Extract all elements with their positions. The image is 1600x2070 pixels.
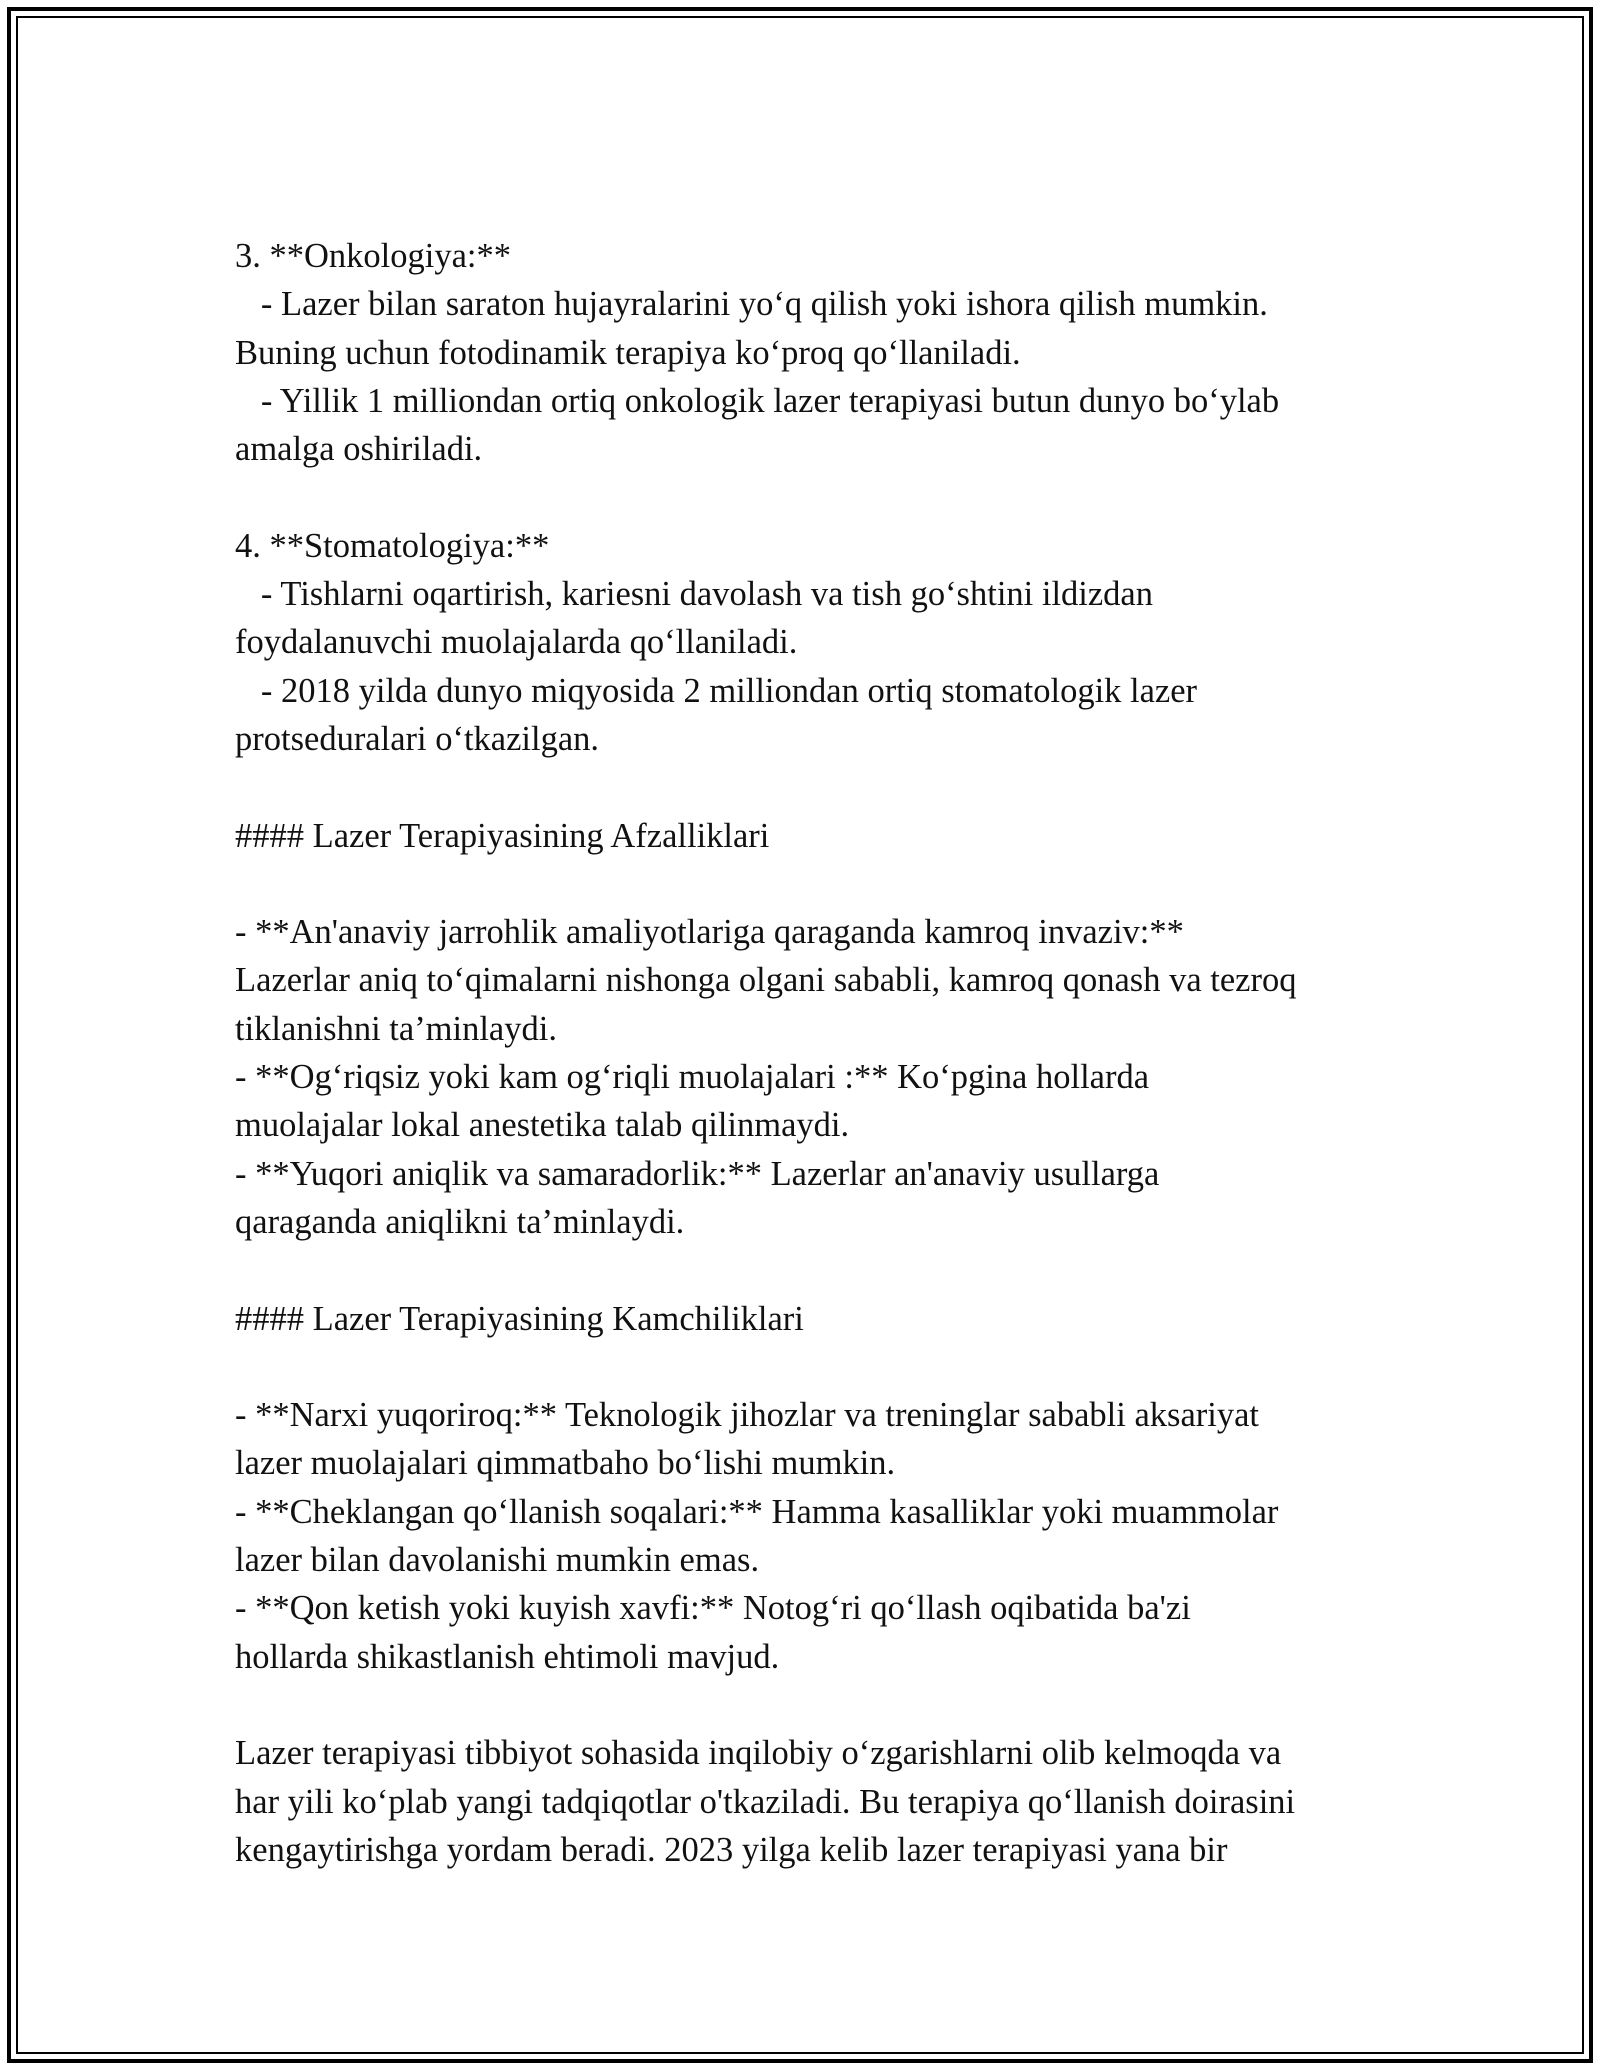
text-line: lazer muolajalari qimmatbaho bo‘lishi mumkin.: [235, 1444, 896, 1483]
text-line: har yili ko‘plab yangi tadqiqotlar o'tkaziladi. Bu terapiya qo‘llanish doirasini: [235, 1782, 1296, 1821]
text-line: - **An'anaviy jarrohlik amaliyotlariga qaraganda kamroq invaziv:**: [235, 913, 1184, 952]
block-stomatologiya: [235, 522, 1385, 763]
text-line: kengaytirishga yordam beradi. 2023 yilga kelib lazer terapiyasi yana bir: [235, 1830, 1228, 1869]
block-afzalliklar-list: [235, 908, 1385, 1246]
text-line: Buning uchun fotodinamik terapiya ko‘proq qo‘llaniladi.: [235, 333, 1021, 372]
text-line: tiklanishni ta’minlaydi.: [235, 1009, 557, 1048]
text-line: - **Cheklangan qo‘llanish soqalari:** Hamma kasalliklar yoki muammolar: [235, 1492, 1279, 1531]
paragraph-gap: [235, 473, 1385, 521]
paragraph-gap: [235, 1343, 1385, 1391]
text-line: 4. **Stomatologiya:**: [235, 526, 550, 565]
text-line: protseduralari o‘tkazilgan.: [235, 719, 600, 758]
block-afzalliklar-heading: [235, 812, 1385, 860]
text-line: - Yillik 1 milliondan ortiq onkologik lazer terapiyasi butun dunyo bo‘ylab: [235, 381, 1280, 420]
text-line: amalga oshiriladi.: [235, 430, 483, 469]
paragraph-gap: [235, 1246, 1385, 1294]
text-line: 3. **Onkologiya:**: [235, 237, 511, 275]
text-line: - **Narxi yuqoriroq:** Teknologik jihozlar va treninglar sababli aksariyat: [235, 1396, 1259, 1435]
block-kamchiliklar-list: [235, 1391, 1385, 1681]
text-line: Lazerlar aniq to‘qimalarni nishonga olgani sababli, kamroq qonash va tezroq: [235, 961, 1297, 1000]
text-line: - **Qon ketish yoki kuyish xavfi:** Notog‘ri qo‘llash oqibatida ba'zi: [235, 1589, 1191, 1628]
text-line: - Tishlarni oqartirish, kariesni davolash va tish go‘shtini ildizdan: [235, 575, 1153, 614]
text-line: - **Yuqori aniqlik va samaradorlik:** Lazerlar an'anaviy usullarga: [235, 1154, 1160, 1193]
text-line: - 2018 yilda dunyo miqyosida 2 milliondan ortiq stomatologik lazer: [235, 671, 1198, 710]
text-line: - Lazer bilan saraton hujayralarini yo‘q qilish yoki ishora qilish mumkin.: [235, 285, 1268, 324]
text-line: - **Og‘riqsiz yoki kam og‘riqli muolajalari :** Ko‘pgina hollarda: [235, 1058, 1150, 1097]
text-line: qaraganda aniqlikni ta’minlaydi.: [235, 1202, 685, 1241]
text-line: foydalanuvchi muolajalarda qo‘llaniladi.: [235, 623, 798, 662]
text-line: muolajalar lokal anestetika talab qilinmaydi.: [235, 1106, 850, 1145]
document-body: [235, 232, 1385, 1874]
paragraph-gap: [235, 763, 1385, 811]
paragraph-gap: [235, 860, 1385, 908]
block-kamchiliklar-heading: [235, 1295, 1385, 1343]
text-line: lazer bilan davolanishi mumkin emas.: [235, 1541, 760, 1580]
block-xulosa: [235, 1729, 1385, 1874]
block-onkologiya: [235, 232, 1385, 473]
paragraph-gap: [235, 1681, 1385, 1729]
text-line: Lazer terapiyasi tibbiyot sohasida inqilobiy o‘zgarishlarni olib kelmoqda va: [235, 1734, 1282, 1773]
text-line: #### Lazer Terapiyasining Afzalliklari: [235, 816, 770, 855]
text-line: #### Lazer Terapiyasining Kamchiliklari: [235, 1299, 804, 1338]
text-line: hollarda shikastlanish ehtimoli mavjud.: [235, 1637, 780, 1676]
